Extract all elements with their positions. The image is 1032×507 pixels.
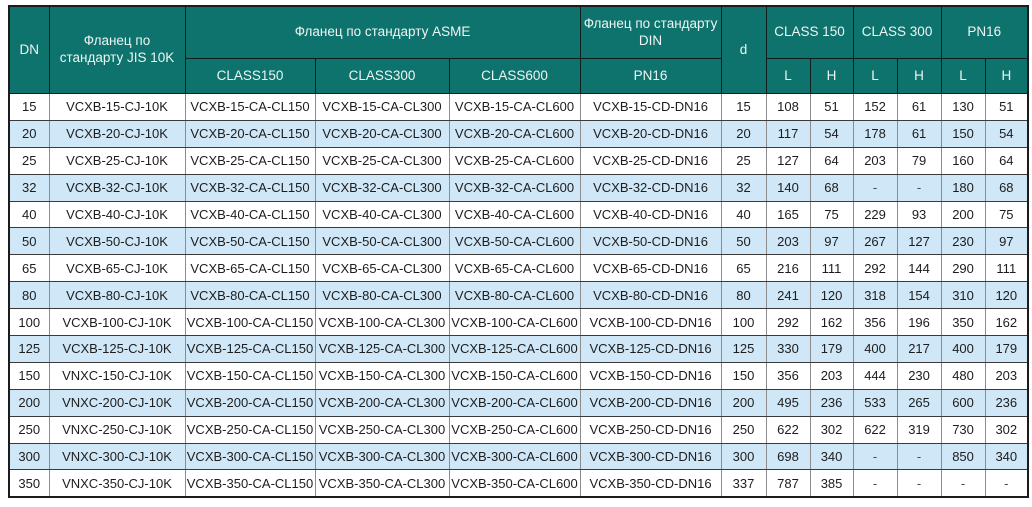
cell-class150-h: 54 (810, 120, 853, 147)
cell-asme-cl150-code: VCXB-200-CA-CL150 (185, 389, 315, 416)
cell-class300-l: 400 (853, 336, 897, 363)
cell-asme-cl600-code: VCXB-32-CA-CL600 (449, 174, 580, 201)
cell-jis-code: VNXC-200-CJ-10K (49, 389, 185, 416)
cell-d: 80 (721, 282, 766, 309)
cell-asme-cl600-code: VCXB-15-CA-CL600 (449, 94, 580, 121)
cell-asme-cl600-code: VCXB-250-CA-CL600 (449, 416, 580, 443)
cell-class150-l: 108 (766, 94, 810, 121)
cell-class150-l: 330 (766, 336, 810, 363)
subheader-class150: CLASS150 (185, 59, 315, 94)
cell-din-code: VCXB-32-CD-DN16 (580, 174, 721, 201)
cell-jis-code: VCXB-32-CJ-10K (49, 174, 185, 201)
header-din-group: Фланец по стандарту DIN (580, 6, 721, 59)
cell-asme-cl600-code: VCXB-80-CA-CL600 (449, 282, 580, 309)
cell-pn16-h: 54 (985, 120, 1028, 147)
cell-pn16-l: 730 (941, 416, 985, 443)
cell-class150-h: 97 (810, 228, 853, 255)
cell-class150-h: 302 (810, 416, 853, 443)
cell-class300-h: - (897, 174, 941, 201)
cell-jis-code: VCXB-15-CJ-10K (49, 94, 185, 121)
cell-asme-cl150-code: VCXB-32-CA-CL150 (185, 174, 315, 201)
cell-class150-l: 216 (766, 255, 810, 282)
table-row (9, 282, 1028, 309)
cell-asme-cl150-code: VCXB-100-CA-CL150 (185, 309, 315, 336)
cell-pn16-l: 850 (941, 443, 985, 470)
cell-asme-cl600-code: VCXB-125-CA-CL600 (449, 336, 580, 363)
cell-pn16-l: 400 (941, 336, 985, 363)
cell-class150-l: 127 (766, 147, 810, 174)
cell-pn16-h: 203 (985, 362, 1028, 389)
table-row (9, 362, 1028, 389)
cell-class300-l: 622 (853, 416, 897, 443)
table-row (9, 470, 1028, 497)
cell-pn16-h: 51 (985, 94, 1028, 121)
cell-class150-h: 162 (810, 309, 853, 336)
cell-class150-l: 356 (766, 362, 810, 389)
cell-asme-cl300-code: VCXB-25-CA-CL300 (315, 147, 449, 174)
cell-class300-l: 203 (853, 147, 897, 174)
cell-pn16-l: 350 (941, 309, 985, 336)
cell-pn16-h: 68 (985, 174, 1028, 201)
cell-class150-h: 385 (810, 470, 853, 497)
cell-d: 25 (721, 147, 766, 174)
header-d: d (721, 6, 766, 94)
cell-asme-cl600-code: VCXB-150-CA-CL600 (449, 362, 580, 389)
cell-din-code: VCXB-25-CD-DN16 (580, 147, 721, 174)
table-row (9, 120, 1028, 147)
cell-class300-h: 196 (897, 309, 941, 336)
cell-pn16-h: 162 (985, 309, 1028, 336)
cell-class150-l: 241 (766, 282, 810, 309)
cell-asme-cl150-code: VCXB-50-CA-CL150 (185, 228, 315, 255)
cell-class300-l: 229 (853, 201, 897, 228)
header-dim-class150: CLASS 150 (766, 6, 853, 59)
cell-class150-l: 698 (766, 443, 810, 470)
cell-jis-code: VNXC-250-CJ-10K (49, 416, 185, 443)
cell-din-code: VCXB-150-CD-DN16 (580, 362, 721, 389)
cell-pn16-l: 130 (941, 94, 985, 121)
cell-dn: 150 (9, 362, 49, 389)
cell-d: 50 (721, 228, 766, 255)
cell-class300-h: 93 (897, 201, 941, 228)
cell-class150-l: 117 (766, 120, 810, 147)
table-row (9, 201, 1028, 228)
cell-d: 337 (721, 470, 766, 497)
cell-pn16-h: 120 (985, 282, 1028, 309)
cell-din-code: VCXB-65-CD-DN16 (580, 255, 721, 282)
table-row (9, 309, 1028, 336)
cell-asme-cl150-code: VCXB-20-CA-CL150 (185, 120, 315, 147)
cell-asme-cl300-code: VCXB-32-CA-CL300 (315, 174, 449, 201)
cell-d: 250 (721, 416, 766, 443)
cell-class300-l: 444 (853, 362, 897, 389)
cell-d: 200 (721, 389, 766, 416)
cell-jis-code: VCXB-25-CJ-10K (49, 147, 185, 174)
cell-asme-cl300-code: VCXB-65-CA-CL300 (315, 255, 449, 282)
cell-d: 300 (721, 443, 766, 470)
cell-asme-cl600-code: VCXB-50-CA-CL600 (449, 228, 580, 255)
cell-din-code: VCXB-15-CD-DN16 (580, 94, 721, 121)
subheader-class300: CLASS300 (315, 59, 449, 94)
cell-asme-cl150-code: VCXB-25-CA-CL150 (185, 147, 315, 174)
subheader-pn16: PN16 (580, 59, 721, 94)
cell-class300-h: - (897, 443, 941, 470)
cell-pn16-l: 200 (941, 201, 985, 228)
cell-asme-cl150-code: VCXB-40-CA-CL150 (185, 201, 315, 228)
cell-class300-h: 61 (897, 120, 941, 147)
cell-class300-l: 178 (853, 120, 897, 147)
cell-class300-l: - (853, 470, 897, 497)
subheader-class300-l: L (853, 59, 897, 94)
cell-class150-h: 64 (810, 147, 853, 174)
cell-asme-cl300-code: VCXB-250-CA-CL300 (315, 416, 449, 443)
cell-jis-code: VNXC-300-CJ-10K (49, 443, 185, 470)
header-asme-group: Фланец по стандарту ASME (185, 6, 580, 59)
header-dim-class300: CLASS 300 (853, 6, 941, 59)
cell-pn16-l: 600 (941, 389, 985, 416)
cell-din-code: VCXB-80-CD-DN16 (580, 282, 721, 309)
cell-class150-h: 68 (810, 174, 853, 201)
cell-d: 125 (721, 336, 766, 363)
cell-pn16-h: 75 (985, 201, 1028, 228)
cell-din-code: VCXB-200-CD-DN16 (580, 389, 721, 416)
cell-class300-h: 144 (897, 255, 941, 282)
cell-class150-h: 203 (810, 362, 853, 389)
cell-class150-l: 203 (766, 228, 810, 255)
cell-asme-cl600-code: VCXB-350-CA-CL600 (449, 470, 580, 497)
subheader-class600: CLASS600 (449, 59, 580, 94)
cell-din-code: VCXB-350-CD-DN16 (580, 470, 721, 497)
cell-pn16-l: 160 (941, 147, 985, 174)
cell-asme-cl600-code: VCXB-40-CA-CL600 (449, 201, 580, 228)
cell-d: 40 (721, 201, 766, 228)
cell-asme-cl600-code: VCXB-200-CA-CL600 (449, 389, 580, 416)
cell-class150-h: 120 (810, 282, 853, 309)
table-row (9, 389, 1028, 416)
cell-class150-h: 51 (810, 94, 853, 121)
cell-class150-l: 622 (766, 416, 810, 443)
subheader-class300-h: H (897, 59, 941, 94)
cell-asme-cl150-code: VCXB-65-CA-CL150 (185, 255, 315, 282)
table-header (9, 6, 1028, 94)
cell-class150-h: 236 (810, 389, 853, 416)
cell-class150-h: 75 (810, 201, 853, 228)
cell-dn: 125 (9, 336, 49, 363)
cell-d: 32 (721, 174, 766, 201)
cell-asme-cl150-code: VCXB-125-CA-CL150 (185, 336, 315, 363)
cell-class300-l: 356 (853, 309, 897, 336)
table-row (9, 174, 1028, 201)
cell-pn16-l: 150 (941, 120, 985, 147)
cell-dn: 100 (9, 309, 49, 336)
subheader-class150-h: H (810, 59, 853, 94)
cell-asme-cl300-code: VCXB-100-CA-CL300 (315, 309, 449, 336)
cell-asme-cl600-code: VCXB-65-CA-CL600 (449, 255, 580, 282)
cell-pn16-h: 64 (985, 147, 1028, 174)
table-row (9, 147, 1028, 174)
cell-pn16-l: 290 (941, 255, 985, 282)
cell-jis-code: VCXB-40-CJ-10K (49, 201, 185, 228)
cell-class300-h: 230 (897, 362, 941, 389)
cell-asme-cl300-code: VCXB-300-CA-CL300 (315, 443, 449, 470)
cell-asme-cl150-code: VCXB-250-CA-CL150 (185, 416, 315, 443)
cell-class300-l: - (853, 443, 897, 470)
cell-class300-h: 265 (897, 389, 941, 416)
cell-asme-cl300-code: VCXB-40-CA-CL300 (315, 201, 449, 228)
cell-class300-l: 267 (853, 228, 897, 255)
subheader-pn16-h: H (985, 59, 1028, 94)
cell-dn: 65 (9, 255, 49, 282)
cell-class150-l: 140 (766, 174, 810, 201)
cell-asme-cl300-code: VCXB-150-CA-CL300 (315, 362, 449, 389)
cell-class150-h: 179 (810, 336, 853, 363)
cell-class300-h: 154 (897, 282, 941, 309)
cell-class300-l: - (853, 174, 897, 201)
cell-class300-l: 292 (853, 255, 897, 282)
cell-dn: 20 (9, 120, 49, 147)
cell-jis-code: VCXB-50-CJ-10K (49, 228, 185, 255)
cell-din-code: VCXB-20-CD-DN16 (580, 120, 721, 147)
cell-d: 150 (721, 362, 766, 389)
cell-class300-l: 152 (853, 94, 897, 121)
table-body (9, 94, 1028, 498)
cell-pn16-h: 97 (985, 228, 1028, 255)
cell-asme-cl150-code: VCXB-350-CA-CL150 (185, 470, 315, 497)
cell-jis-code: VNXC-150-CJ-10K (49, 362, 185, 389)
cell-asme-cl150-code: VCXB-15-CA-CL150 (185, 94, 315, 121)
table-row (9, 416, 1028, 443)
flange-standards-table (8, 5, 1024, 498)
cell-asme-cl150-code: VCXB-80-CA-CL150 (185, 282, 315, 309)
cell-class300-l: 533 (853, 389, 897, 416)
table-row (9, 228, 1028, 255)
subheader-class150-l: L (766, 59, 810, 94)
cell-jis-code: VCXB-125-CJ-10K (49, 336, 185, 363)
cell-din-code: VCXB-300-CD-DN16 (580, 443, 721, 470)
cell-d: 100 (721, 309, 766, 336)
cell-asme-cl600-code: VCXB-100-CA-CL600 (449, 309, 580, 336)
cell-dn: 200 (9, 389, 49, 416)
cell-class300-h: 127 (897, 228, 941, 255)
cell-din-code: VCXB-100-CD-DN16 (580, 309, 721, 336)
cell-class150-l: 787 (766, 470, 810, 497)
header-dn: DN (9, 6, 49, 94)
cell-dn: 50 (9, 228, 49, 255)
cell-pn16-h: 111 (985, 255, 1028, 282)
table-row (9, 336, 1028, 363)
cell-din-code: VCXB-50-CD-DN16 (580, 228, 721, 255)
cell-asme-cl300-code: VCXB-80-CA-CL300 (315, 282, 449, 309)
cell-dn: 250 (9, 416, 49, 443)
cell-asme-cl300-code: VCXB-200-CA-CL300 (315, 389, 449, 416)
cell-din-code: VCXB-40-CD-DN16 (580, 201, 721, 228)
cell-d: 20 (721, 120, 766, 147)
table-row (9, 443, 1028, 470)
cell-dn: 350 (9, 470, 49, 497)
cell-jis-code: VCXB-20-CJ-10K (49, 120, 185, 147)
cell-jis-code: VCXB-100-CJ-10K (49, 309, 185, 336)
cell-dn: 15 (9, 94, 49, 121)
cell-jis-code: VNXC-350-CJ-10K (49, 470, 185, 497)
cell-pn16-h: 302 (985, 416, 1028, 443)
table-row (9, 255, 1028, 282)
cell-class150-l: 292 (766, 309, 810, 336)
cell-class300-h: 217 (897, 336, 941, 363)
header-dim-pn16: PN16 (941, 6, 1028, 59)
table-row (9, 94, 1028, 121)
cell-dn: 25 (9, 147, 49, 174)
cell-asme-cl600-code: VCXB-300-CA-CL600 (449, 443, 580, 470)
cell-dn: 40 (9, 201, 49, 228)
cell-pn16-l: 310 (941, 282, 985, 309)
cell-class150-l: 165 (766, 201, 810, 228)
cell-jis-code: VCXB-80-CJ-10K (49, 282, 185, 309)
cell-pn16-h: 340 (985, 443, 1028, 470)
cell-class150-h: 340 (810, 443, 853, 470)
cell-din-code: VCXB-250-CD-DN16 (580, 416, 721, 443)
cell-din-code: VCXB-125-CD-DN16 (580, 336, 721, 363)
cell-asme-cl300-code: VCXB-15-CA-CL300 (315, 94, 449, 121)
cell-asme-cl300-code: VCXB-50-CA-CL300 (315, 228, 449, 255)
cell-pn16-l: 480 (941, 362, 985, 389)
cell-class150-h: 111 (810, 255, 853, 282)
cell-class300-h: 61 (897, 94, 941, 121)
cell-dn: 32 (9, 174, 49, 201)
cell-pn16-l: 230 (941, 228, 985, 255)
header-jis-10k: Фланец по стандарту JIS 10K (49, 6, 185, 94)
cell-asme-cl150-code: VCXB-300-CA-CL150 (185, 443, 315, 470)
cell-asme-cl600-code: VCXB-20-CA-CL600 (449, 120, 580, 147)
cell-asme-cl150-code: VCXB-150-CA-CL150 (185, 362, 315, 389)
cell-asme-cl600-code: VCXB-25-CA-CL600 (449, 147, 580, 174)
cell-d: 65 (721, 255, 766, 282)
cell-pn16-l: 180 (941, 174, 985, 201)
cell-pn16-h: - (985, 470, 1028, 497)
cell-class300-l: 318 (853, 282, 897, 309)
cell-class150-l: 495 (766, 389, 810, 416)
cell-pn16-l: - (941, 470, 985, 497)
cell-class300-h: 79 (897, 147, 941, 174)
cell-jis-code: VCXB-65-CJ-10K (49, 255, 185, 282)
cell-pn16-h: 236 (985, 389, 1028, 416)
cell-class300-h: 319 (897, 416, 941, 443)
flange-table (8, 5, 1029, 498)
cell-asme-cl300-code: VCXB-125-CA-CL300 (315, 336, 449, 363)
cell-dn: 80 (9, 282, 49, 309)
cell-class300-h: - (897, 470, 941, 497)
cell-pn16-h: 179 (985, 336, 1028, 363)
cell-asme-cl300-code: VCXB-20-CA-CL300 (315, 120, 449, 147)
cell-d: 15 (721, 94, 766, 121)
cell-dn: 300 (9, 443, 49, 470)
cell-asme-cl300-code: VCXB-350-CA-CL300 (315, 470, 449, 497)
subheader-pn16-l: L (941, 59, 985, 94)
